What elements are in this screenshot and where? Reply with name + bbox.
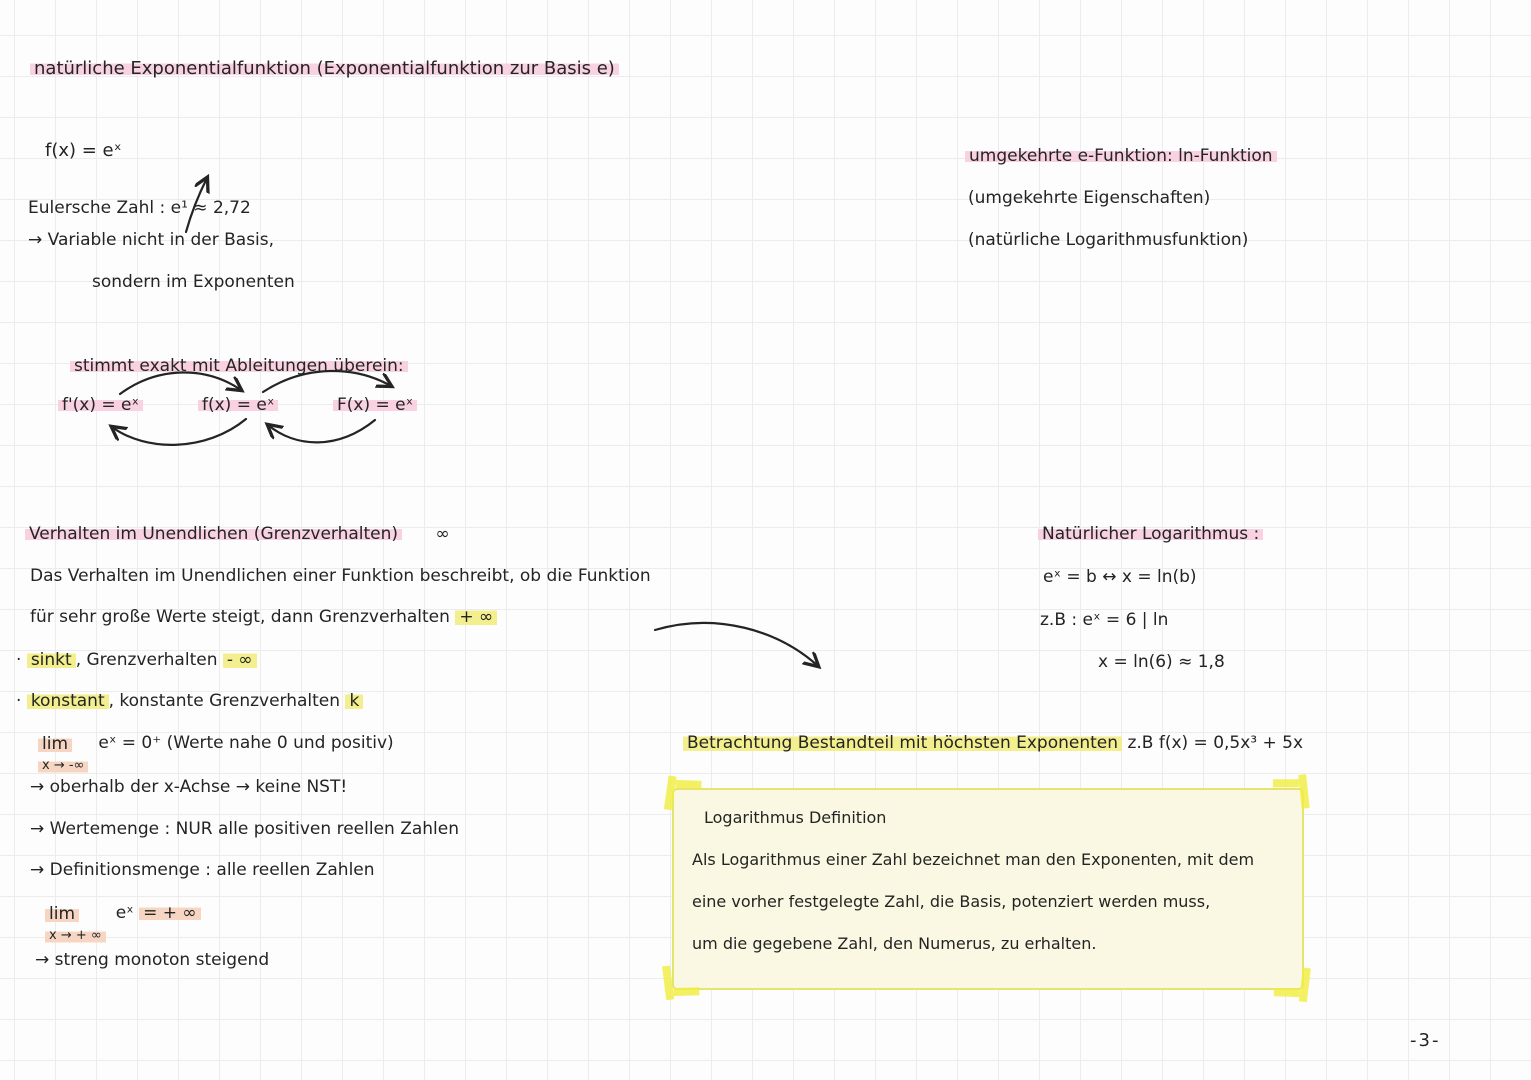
- antiderivative-formula: [333, 395, 417, 416]
- log-definition-line2: eine vorher festgelegte Zahl, die Basis, potenziert werden muss,: [692, 892, 1211, 911]
- note-monotone: → streng monoton steigend: [35, 950, 270, 970]
- derivatives-heading: [70, 356, 408, 377]
- page-title-text: natürliche Exponentialfunktion (Exponentialfunktion zur Basis e): [30, 57, 619, 80]
- lim-label: lim: [38, 733, 72, 756]
- natural-log-equivalence: eˣ = b ↔ x = ln(b): [1043, 567, 1197, 587]
- infinity-symbol: ∞: [435, 524, 450, 544]
- case-rising: [30, 607, 497, 628]
- log-definition-line3: um die gegebene Zahl, den Numerus, zu erhalten.: [692, 934, 1097, 953]
- case-constant-text: , konstante Grenzverhalten: [108, 691, 346, 711]
- highlighter-corner-icon: [662, 962, 704, 1000]
- highlighter-corner-icon: [664, 776, 706, 815]
- arc-F-to-f-icon: [268, 420, 375, 442]
- limit-pos-infinity-stack: [45, 903, 106, 946]
- euler-number-note: Eulersche Zahl : e¹ ≈ 2,72: [28, 198, 251, 218]
- case-falling-text: , Grenzverhalten: [75, 650, 223, 670]
- limit-neg-infinity-note: (Werte nahe 0 und positiv): [166, 733, 394, 753]
- page-title: [30, 58, 619, 81]
- natural-log-function-note: (natürliche Logarithmusfunktion): [968, 230, 1249, 250]
- case-constant: [16, 691, 363, 712]
- limits-description: Das Verhalten im Unendlichen einer Funktion beschreibt, ob die Funktion: [30, 566, 651, 586]
- limits-heading-text: Verhalten im Unendlichen (Grenzverhalten): [25, 523, 402, 545]
- limit-pos-infinity-formula: eˣ: [115, 903, 140, 923]
- limit-neg-infinity: [38, 733, 394, 776]
- F-formula: F(x) = eˣ: [333, 394, 417, 416]
- lim-subscript: x → + ∞: [45, 927, 106, 945]
- note-range: → Wertemenge : NUR alle positiven reellen Zahlen: [30, 819, 459, 839]
- case-falling: [16, 650, 257, 671]
- limit-pos-infinity-highlight: = + ∞: [139, 902, 200, 924]
- inverse-function-heading-text: umgekehrte e-Funktion: ln-Funktion: [965, 145, 1277, 167]
- limit-pos-infinity: [45, 903, 201, 946]
- natural-log-heading-text: Natürlicher Logarithmus :: [1038, 523, 1263, 545]
- case-falling-highlight: - ∞: [223, 649, 257, 671]
- limit-neg-infinity-stack: [38, 733, 88, 776]
- case-constant-bullet: ·: [16, 691, 27, 711]
- case-rising-text: für sehr große Werte steigt, dann Grenzverhalten: [30, 607, 456, 627]
- f-prime-formula: f'(x) = eˣ: [58, 394, 143, 416]
- log-definition-title: Logarithmus Definition: [704, 808, 887, 827]
- case-constant-highlight: k: [345, 690, 363, 712]
- f-formula: f(x) = eˣ: [198, 394, 278, 416]
- limit-neg-infinity-expr: [98, 733, 393, 754]
- betrachtung-note: [683, 733, 1303, 754]
- derivatives-heading-text: stimmt exakt mit Ableitungen überein:: [70, 355, 408, 377]
- variable-note: → Variable nicht in der Basis,: [28, 230, 275, 250]
- highlighter-corner-icon: [1268, 774, 1309, 812]
- case-falling-word: sinkt: [27, 649, 76, 671]
- function-formula: [198, 395, 278, 416]
- arc-f-to-fprime-icon: [112, 419, 246, 445]
- highlighter-corner-icon: [1269, 964, 1311, 1002]
- limit-neg-infinity-formula: eˣ = 0⁺: [98, 733, 167, 753]
- inverse-function-heading: [965, 146, 1277, 167]
- lim-label: lim: [45, 903, 79, 926]
- limits-heading: [25, 524, 450, 545]
- e-function-formula: f(x) = eˣ: [45, 140, 122, 161]
- curved-arrow-to-betrachtung-icon: [655, 623, 818, 666]
- betrachtung-example: z.B f(x) = 0,5x³ + 5x: [1122, 733, 1304, 753]
- lim-subscript: x → -∞: [38, 757, 88, 775]
- case-falling-bullet: ·: [16, 650, 27, 670]
- inverse-properties-note: (umgekehrte Eigenschaften): [968, 188, 1211, 208]
- log-definition-box: [672, 788, 1304, 990]
- note-above-x-axis: → oberhalb der x-Achse → keine NST!: [30, 777, 348, 797]
- limit-pos-infinity-expr: [116, 903, 201, 924]
- case-rising-highlight: + ∞: [455, 606, 497, 628]
- note-domain: → Definitionsmenge : alle reellen Zahlen: [30, 860, 375, 880]
- exponent-note: sondern im Exponenten: [92, 272, 295, 292]
- log-definition-line1: Als Logarithmus einer Zahl bezeichnet man den Exponenten, mit dem: [692, 850, 1255, 869]
- natural-log-result: x = ln(6) ≈ 1,8: [1098, 652, 1225, 672]
- page-number: -3-: [1410, 1030, 1441, 1051]
- case-constant-word: konstant: [27, 690, 109, 712]
- natural-log-heading: [1038, 524, 1263, 545]
- betrachtung-highlight: Betrachtung Bestandteil mit höchsten Exponenten: [683, 732, 1122, 754]
- natural-log-example: z.B : eˣ = 6 | ln: [1040, 610, 1169, 630]
- derivative-formula: [58, 395, 143, 416]
